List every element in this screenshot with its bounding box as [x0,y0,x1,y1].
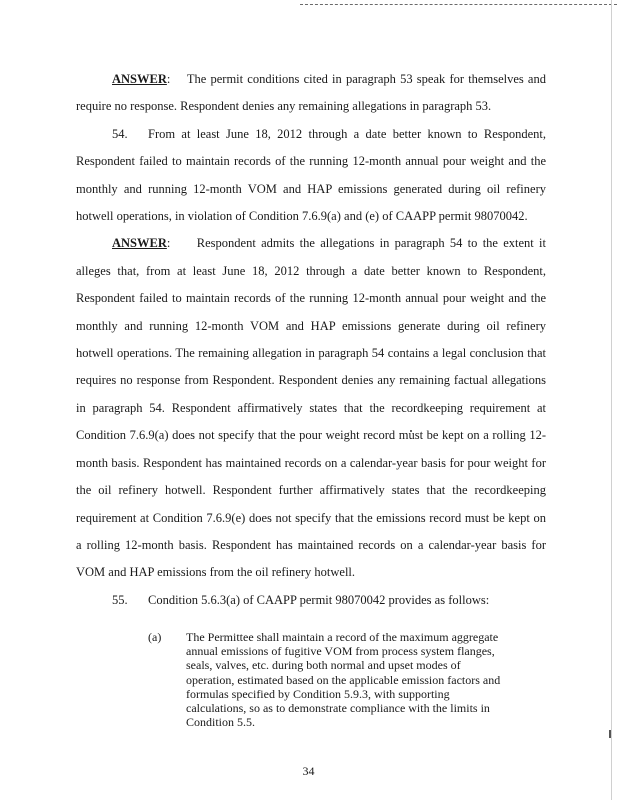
paragraph-number: 54. [112,126,128,141]
paragraph-55 [76,587,546,614]
scan-artifact-right-edge [611,0,612,800]
quote-text: The Permittee shall maintain a record of the maximum aggregate annual emissions of fugitive VOM from process system flanges, seals, valves, etc. during both normal and upset modes of operation, estimated based on the applicable emission factors and formulas specified by Condition 5.9.3, with supporting calculations, so as to demonstrate compliance with the limits in Condition 5.5. [186,630,501,730]
scan-artifact-mark [609,730,611,738]
paragraph-54 [76,121,546,231]
answer-53: ANSWER: The permit conditions cited in paragraph 53 speak for themselves and require no response. Respondent denies any remaining allegations in paragraph 53. [76,72,546,114]
document-body [76,66,546,614]
answer-54: ANSWER: Respondent admits the allegations in paragraph 54 to the extent it alleges that, from at least June 18, 2012 through a date better known to Respondent, Respondent failed to maintain records of the running 12-month annual pour weight and the monthly and running 12-month VOM and HAP emissions generate during oil refinery hotwell operations. The remaining allegation in paragraph 54 contains a legal conclusion that requires no response from Respondent. Respondent denies any remaining factual allegations in paragraph 54. Respondent affirmatively states that the recordkeeping requirement at Condition 7.6.9(a) does not specify that the pour weight record must be kept on a rolling 12-month basis. Respondent has maintained records on a calendar-year basis for pour weight for the oil refinery hotwell. Respondent further affirmatively states that the recordkeeping requirement at Condition 7.6.9(e) does not specify that the emissions record must be kept on a rolling 12-month basis. Respondent has maintained records on a calendar-year basis for VOM and HAP emissions from the oil refinery hotwell. [76,236,547,580]
answer-label: ANSWER [112,72,167,86]
answer-54-text: Respondent admits the allegations in paragraph 54 to the extent it alleges that, from at least June 18, 2012 through a date better known to Respondent, Respondent failed to maintain records of the running 12-month annual pour weight and the monthly and running 12-month VOM and HAP emissions generate during oil refinery hotwell operations. The remaining allegation in paragraph 54 contains a legal conclusion that requires no response from Respondent. Respondent denies any remaining factual allegations in paragraph 54. Respondent affirmatively states that the recordkeeping requirement at Condition 7.6.9(a) does not specify that the pour weight record must be kept on a rolling 12-month basis. Respondent has maintained records on a calendar-year basis for pour weight for the oil refinery hotwell. Respondent further affirmatively states that the recordkeeping requirement at Condition 7.6.9(e) does not specify that the emissions record must be kept on a rolling 12-month basis. Respondent has maintained records on a calendar-year basis for VOM and HAP emissions from the oil refinery hotwell. [76,236,547,580]
answer-53-text: The permit conditions cited in paragraph 53 speak for themselves and require no response. Respondent denies any remaining allegations in paragraph 53. [76,72,546,114]
answer-label: ANSWER [112,236,167,251]
paragraph-number: 55. [112,592,128,607]
page-number: 34 [302,764,315,778]
block-quote [148,630,508,729]
paragraph-55-text: Condition 5.6.3(a) of CAAPP permit 98070042 provides as follows: [148,592,490,607]
quote-label: (a) [148,630,162,644]
paragraph-54-text: From at least June 18, 2012 through a date better known to Respondent, Respondent failed to maintain records of the running 12-month annual pour weight and the monthly and running 12-month VOM and HAP emissions generated during oil refinery hotwell operations, in violation of Condition 7.6.9(a) and (e) of CAAPP permit 98070042. [76,126,546,224]
scan-artifact-top-line [300,4,617,5]
